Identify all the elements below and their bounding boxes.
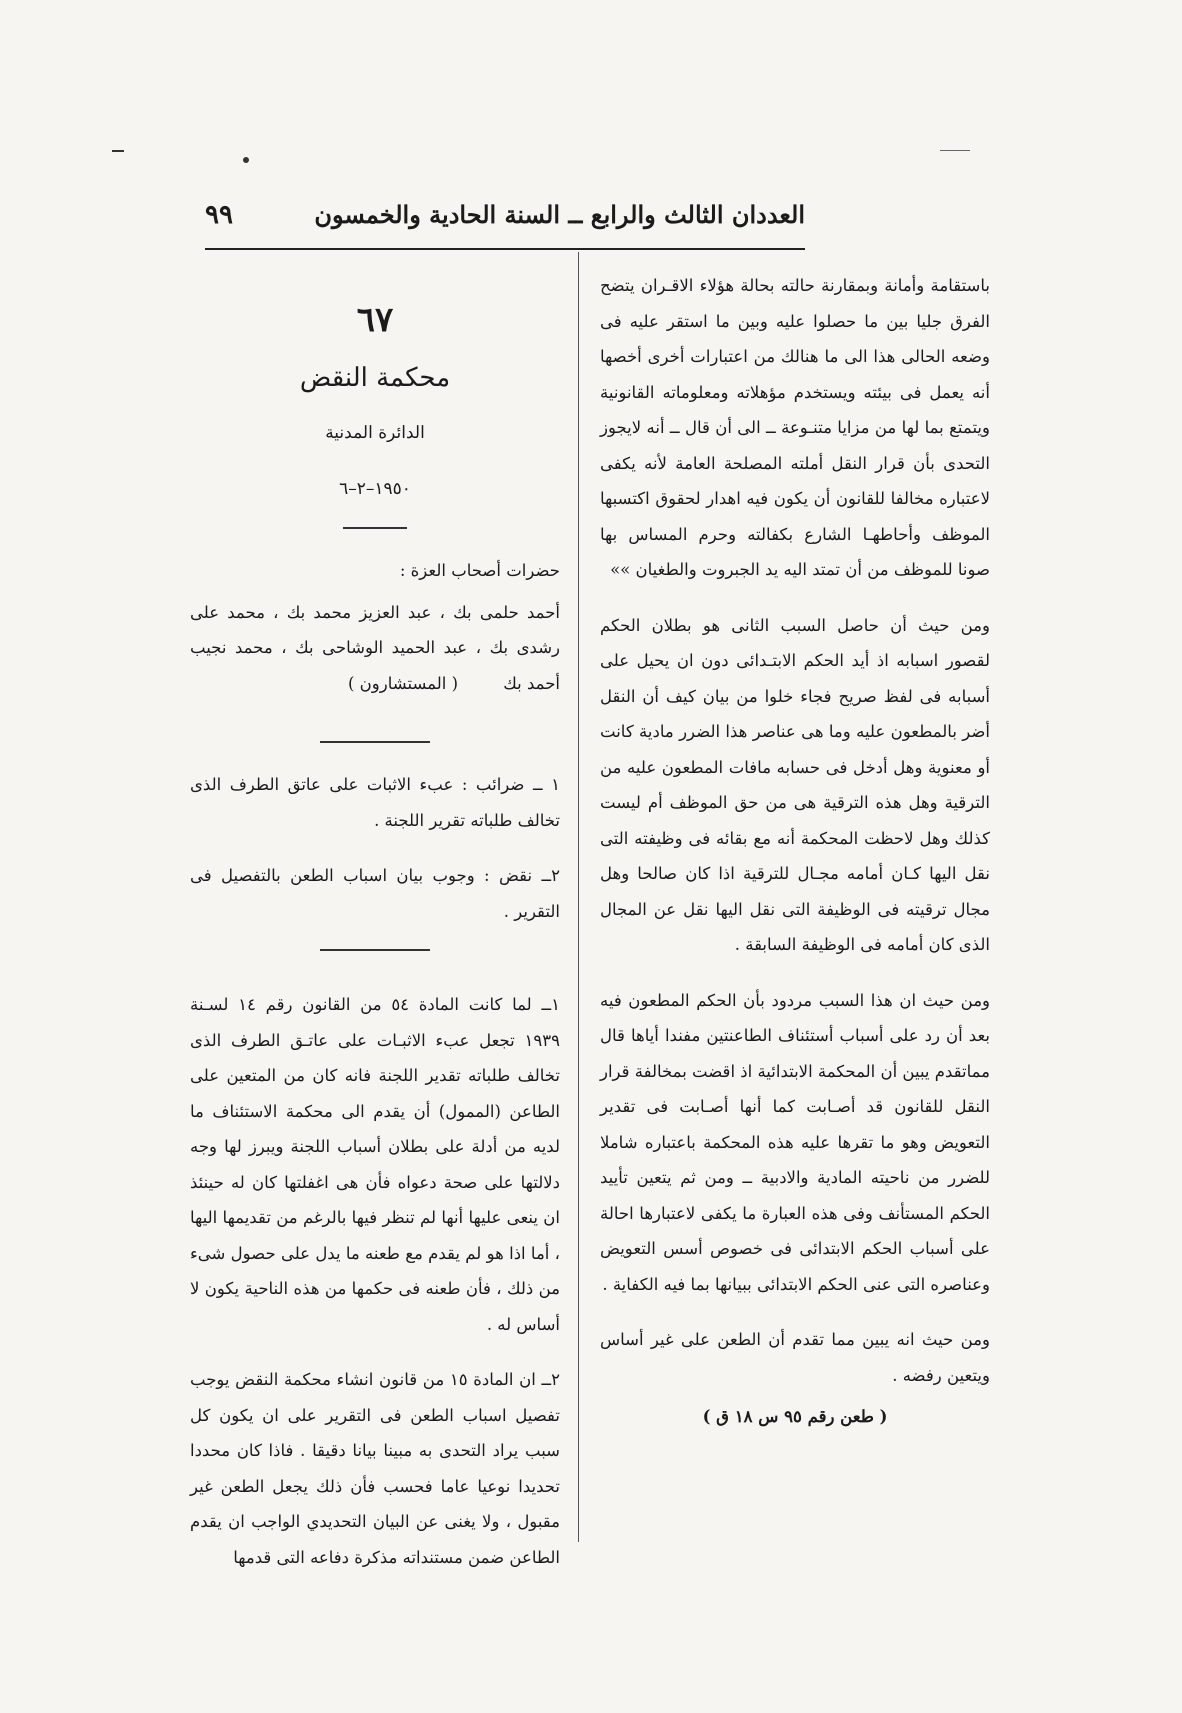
section-rule [320, 949, 430, 951]
paragraph: باستقامة وأمانة وبمقارنة حالته بحالة هؤلاء الاقـران يتضح الفرق جليا بين ما حصلوا عليه وبين ما استقر عليه فى وضعه الحالى هذا الى ما هنالك من اعتبارات أخرى أخصها أنه يعمل فى بيئته ويستخدم مؤهلاته ومعلوماته القانونية ويتمتع بما لها من مزايا متنـوعة ــ الى أن قال ــ أنه لايجوز التحدى بأن قرار النقل أملته المصلحة العامة لأنه يكفى لاعتباره مخالفا للقانون أن يكون فيه اهدار لحقوق اكتسبها الموظف وأحاطهـا الشارع بكفالته وحرم المساس بها صونا للموظف من أن تمتد اليه يد الجبروت والطغيان »» [600, 276, 990, 579]
summary-item: ١ ــ ضرائب : عبء الاثبات على عاتق الطرف الذى تخالف طلباته تقرير اللجنة . [190, 775, 560, 830]
case-number: ٦٧ [356, 300, 394, 340]
section-rule [343, 527, 407, 529]
column-divider [578, 252, 579, 1542]
header-rule [205, 248, 805, 250]
paragraph: ومن حيث أن حاصل السبب الثانى هو بطلان الحكم لقصور اسبابه اذ أيد الحكم الابتـدائى دون ان يحيل على أسبابه فى لفظ صريح فجاء خلوا من بيان كيف أن النقل أضر بالمطعون عليه وما هى عناصر هذا الضرر مادية كانت أو معنوية وهل أدخل فى حسابه مافات المطعون عليه من الترقية وهل هذه الترقية هى من حق الموظف أم ليست كذلك وهل لاحظت المحكمة أنه مع بقائه فى وظيفته التى نقل اليها كـان أمامه مجـال للترقية اذا كان صالحا وهل مجال ترقيته فى الوظيفة التى نقل اليها نقل عن المجال الذى كان أمامه فى الوظيفة السابقة . [600, 615, 990, 954]
circuit-name: الدائرة المدنية [325, 423, 425, 443]
scan-dot [243, 157, 249, 163]
case-reference: ( طعن رقم ٩٥ س ١٨ ق ) [702, 1407, 888, 1426]
left-column [190, 300, 560, 1595]
session-date: ١٩٥٠–٢–٦ [339, 478, 411, 499]
bench-names: أحمد حلمى بك ، عبد العزيز محمد بك ، محمد على رشدى بك ، عبد الحميد الوشاحى بك ، محمد نجيب أحمد بك [190, 602, 560, 693]
summary-item: ٢ــ نقض : وجوب بيان اسباب الطعن بالتفصيل فى التقرير . [190, 866, 560, 921]
court-name: محكمة النقض [299, 363, 451, 393]
bench-role: ( المستشارون ) [348, 673, 459, 693]
headnote: ٢ــ ان المادة ١٥ من قانون انشاء محكمة النقض يوجب تفصيل اسباب الطعن فى التقرير على ان يكون كل سبب يراد التحدى به مبينا بيانا دقيقا . فاذا كان محددا تحديدا نوعيا عاما فحسب فأن ذلك يجعل الطعن غير مقبول ، ولا يغنى عن البيان التحديدي الواجب ان يقدم الطاعن ضمن مستنداته مذكرة دفاعه التى قدمها [190, 1370, 560, 1567]
headnote: ١ــ لما كانت المادة ٥٤ من القانون رقم ١٤ لسـنة ١٩٣٩ تجعل عبء الاثبـات على عاتـق الطرف الذى تخالف طلباته تقدير اللجنة فانه كان من المتعين على الطاعن (الممول) أن يقدم الى محكمة الاستئناف ما لديه من أدلة على بطلان أسباب اللجنة ويبرز لها وجه دلالتها على صحة دعواه فأن هى اغفلتها كان له حينئذ ان ينعى عليها أنها لم تنظر فيها بالرغم من تقديمها اليها ، أما اذا هو لم يقدم مع طعنه ما يدل على حصول شىء من ذلك ، فأن طعنه فى حكمها من هذه الناحية يكون لا أساس له . [190, 995, 560, 1334]
paragraph: ومن حيث انه يبين مما تقدم أن الطعن على غير أساس ويتعين رفضه . [600, 1330, 990, 1385]
paragraph: ومن حيث ان هذا السبب مردود بأن الحكم المطعون فيه بعد أن رد على أسباب أستئناف الطاعنتين مفندا أياها قال مماتقدم يبين أن المحكمة الابتدائية اذ اقضت بمخالفة قرار النقل للقانون قد أصـابت كما أنها أصـابت فى تقدير التعويض وهو ما تقرها عليه هذه المحكمة باعتباره شاملا للضرر من ناحيته المادية والادبية ــ ومن ثم يتعين تأييد الحكم المستأنف وفى هذه العبارة ما يكفى لاعتبارها احالة على أسباب الحكم الابتدائى فى خصوص أسس التعويض وعناصره التى عنى الحكم الابتدائى ببيانها بما فيه الكفاية . [599, 990, 990, 1294]
section-rule [320, 741, 430, 743]
bench-judges [190, 595, 560, 702]
journal-issue-title: العددان الثالث والرابع ــ السنة الحادية والخمسون [314, 200, 805, 229]
scan-mark-left [112, 150, 124, 152]
scan-mark-right [940, 150, 970, 151]
running-header [205, 190, 805, 240]
right-column [600, 268, 990, 1455]
bench-intro: حضرات أصحاب العزة : [399, 561, 560, 580]
page-number: ٩٩ [205, 200, 233, 230]
